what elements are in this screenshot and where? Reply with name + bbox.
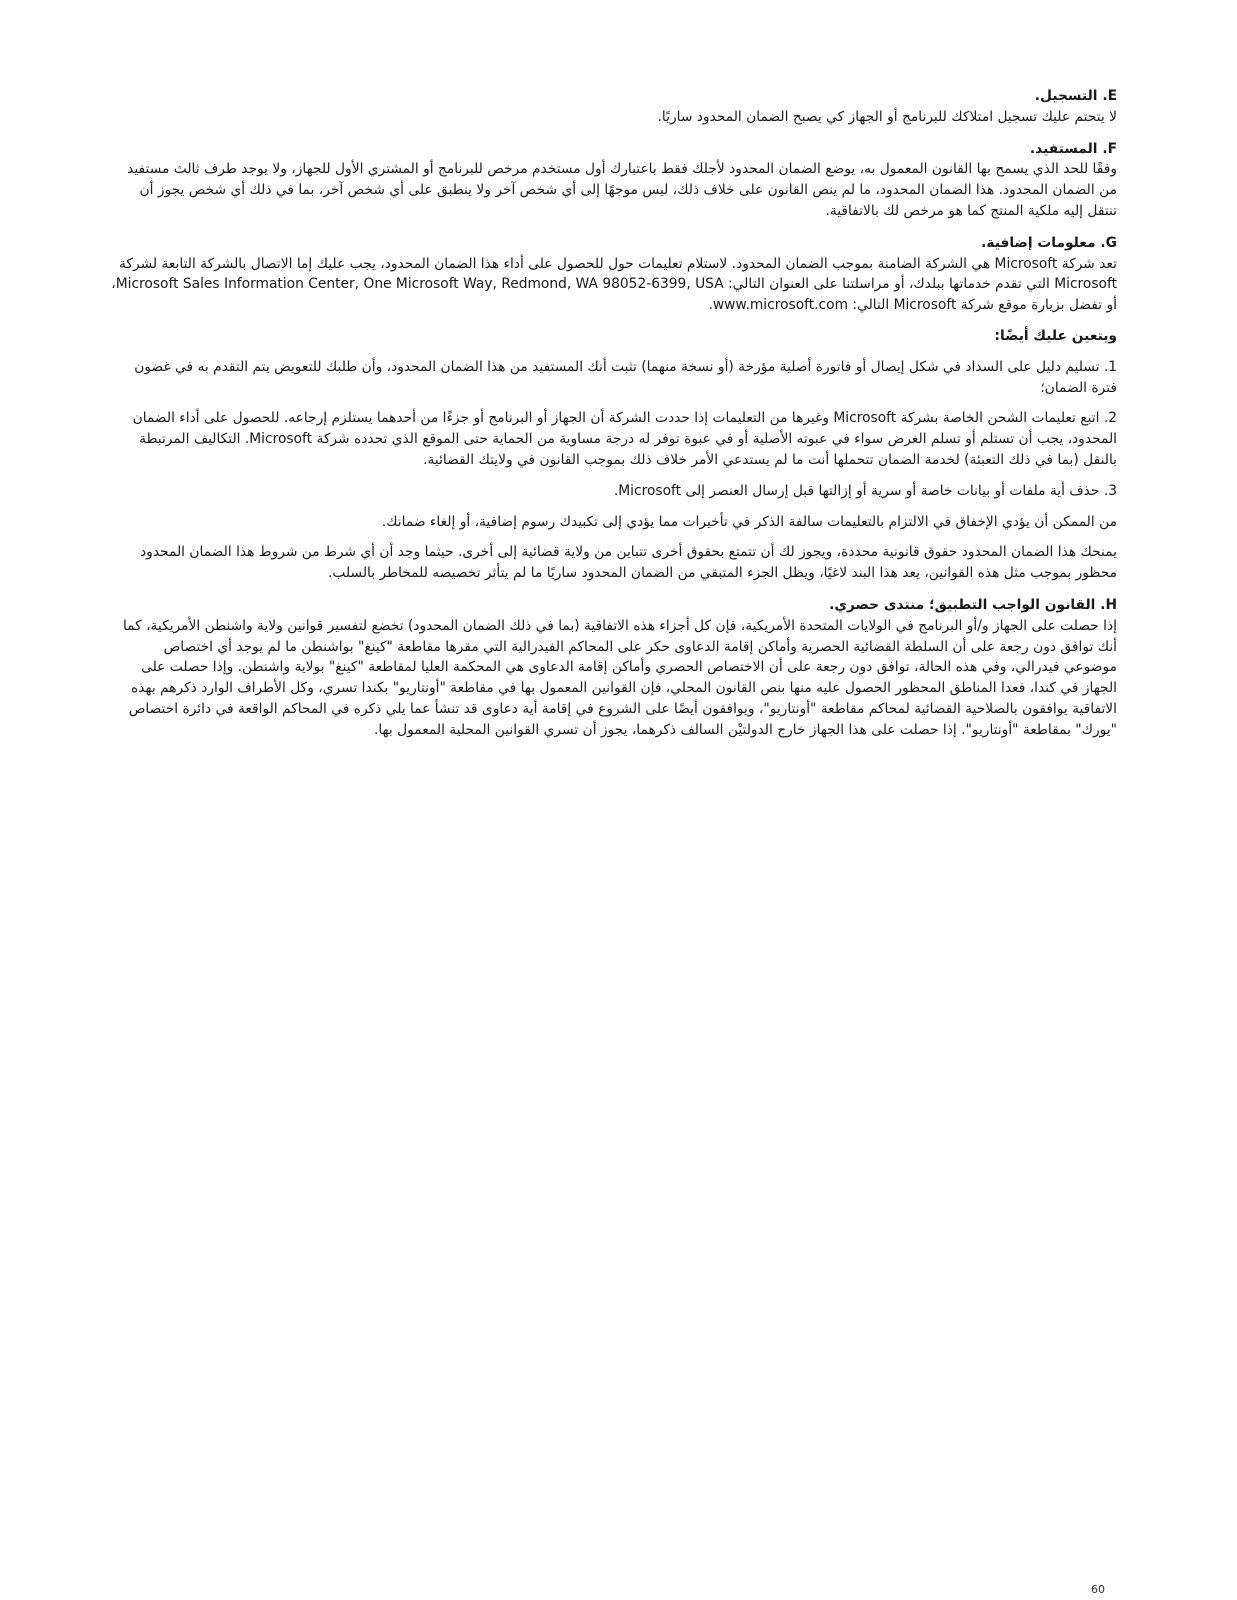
section-governing-law (110, 595, 1117, 741)
additional-info-text-1: تعد شركة Microsoft هي الشركة الضامنة بموجب الضمان المحدود. لاستلام تعليمات حول للحصول على أداء هذا الضمان المحدود، يجب عليك إما الاتصال بالشركة التابعة لشركة Microsoft التي تقدم خدماتها ببلدك، أو مراسلتنا على العنوان التالي: (119, 255, 1117, 293)
document-page (110, 86, 1117, 752)
microsoft-address: Microsoft Sales Information Center, One Microsoft Way, Redmond, WA 98052-6399, USA (115, 276, 724, 293)
additional-info-text-2: ، أو تفضل بزيارة موقع شركة Microsoft التالي: (111, 276, 1117, 314)
requirement-item-2: 2. اتبع تعليمات الشحن الخاصة بشركة Microsoft وغيرها من التعليمات إذا حددت الشركة أن الجهاز أو البرنامج أو جزءًا من أحدهما يستلزم إرجاعه. للحصول على أداء الضمان المحدود، يجب أن تستلم أو تسلم الغرض سواء في عبوته الأصلية أو في عبوة توفر له درجة مساوية من الحماية حتى الموقع الذي تحدده شركة Microsoft. التكاليف المرتبطة بالنقل (بما في ذلك التعبئة) لخدمة الضمان تتحملها أنت ما لم يستدعي الأمر خلاف ذلك بموجب القانون في ولايتك القضائية. (132, 410, 1117, 468)
section-body-beneficiary: وفقًا للحد الذي يسمح بها القانون المعمول به، يوضع الضمان المحدود لأجلك فقط باعتبارك أول مستخدم مرخص للبرنامج أو المشتري الأول للجهاز، ولا يوجد طرف ثالث مستفيد من الضمان المحدود. هذا الضمان المحدود، ما لم ينص القانون على خلاف ذلك، ليس موجهًا إلى أي شخص آخر ولا ينطبق على أي شخص آخر، بما في ذلك أي شخص يجوز أن تنتقل إليه ملكية المنتج كما هو مرخص لك بالاتفاقية. (127, 161, 1117, 219)
legal-rights-note: يمنحك هذا الضمان المحدود حقوق قانونية محددة، ويجوز لك أن تتمتع بحقوق أخرى تتباين من ولاية قضائية إلى أخرى. حيثما وجد أن أي شرط من شروط هذا الضمان المحدود محظور بموجب مثل هذه القوانين، يعد هذا البند لاغيًا، ويظل الجزء المتبقي من الضمان المحدود ساريًا ما لم يتأثر تخصيصه للمخاطر بالسلب. (140, 544, 1117, 582)
section-heading-registration: E. التسجيل. (1034, 88, 1117, 104)
section-beneficiary (110, 139, 1117, 222)
section-heading-additional-info: G. معلومات إضافية. (981, 234, 1117, 251)
section-registration (110, 86, 1117, 128)
delay-note: من الممكن أن يؤدي الإخفاق في الالتزام بالتعليمات سالفة الذكر في تأخيرات مما يؤدي إلى تكبيدك رسوم إضافية، أو إلغاء ضمانك. (381, 513, 1117, 530)
requirement-item-1: 1. تسليم دليل على السداد في شكل إيصال أو فاتورة أصلية مؤرخة (أو نسخة منهما) تثبت أنك المستفيد من هذا الضمان المحدود، وأن طلبك للتعويض يتم التقدم به في غضون فترة الضمان؛ (134, 358, 1117, 396)
requirement-item-3: 3. حذف أية ملفات أو بيانات خاصة أو سرية أو إزالتها قبل إرسال العنصر إلى Microsoft. (613, 482, 1117, 499)
additional-info-text-3: . (708, 297, 713, 314)
page-number: 60 (1091, 1583, 1105, 1596)
also-required-heading: ويتعين عليك أيضًا: (994, 327, 1117, 344)
section-heading-governing-law: H. القانون الواجب التطبيق؛ منتدى حصري. (829, 596, 1117, 613)
section-heading-beneficiary: F. المستفيد. (1029, 140, 1117, 157)
section-body-additional-info (110, 254, 1117, 316)
section-body-governing-law: إذا حصلت على الجهاز و/أو البرنامج في الولايات المتحدة الأمريكية، فإن كل أجزاء هذه الاتفاقية (بما في ذلك الضمان المحدود) تخضع لتفسير قوانين ولاية واشنطن الأمريكية، كما أنك توافق دون رجعة على أن السلطة القضائية الحصرية وأماكن إقامة الدعاوى حكر على المحاكم الفيدرالية التي مقرها مقاطعة "كينغ" بواشنطن ما لم يوجد أي اختصاص موضوعي فيدرالي، وفي هذه الحالة، توافق دون رجعة على أن الاختصاص الحصري وأماكن إقامة الدعاوى هي المحكمة العليا لمقاطعة "كينغ" بولاية واشنطن. وإذا حصلت على الجهاز في كندا، فعدا المناطق المحظور الحصول عليه منها بنص القانون المحلي، فإن القوانين المعمول بها في مقاطعة "أونتاريو" بكندا تسري، وكل الأطراف الوارد ذكرهم بهذه الاتفاقية يوافقون بالصلاحية القضائية لمحاكم مقاطعة "أونتاريو"، ويوافقون أيضًا على الشروع في إقامة أية دعاوى قد تنشأ عما يلي ذكره في المحاكم الواقعة في دائرة اختصاص "يورك" بمقاطعة "أونتاريو". إذا حصلت على هذا الجهاز خارج الدولتيْن السالف ذكرهما، يجوز أن تسري القوانين المحلية المعمول بها. (122, 617, 1117, 738)
section-additional-info (110, 233, 1117, 584)
section-body-registration: لا يتحتم عليك تسجيل امتلاكك للبرنامج أو الجهاز كي يصبح الضمان المحدود ساريًا. (657, 108, 1117, 125)
microsoft-website: www.microsoft.com (712, 297, 849, 314)
